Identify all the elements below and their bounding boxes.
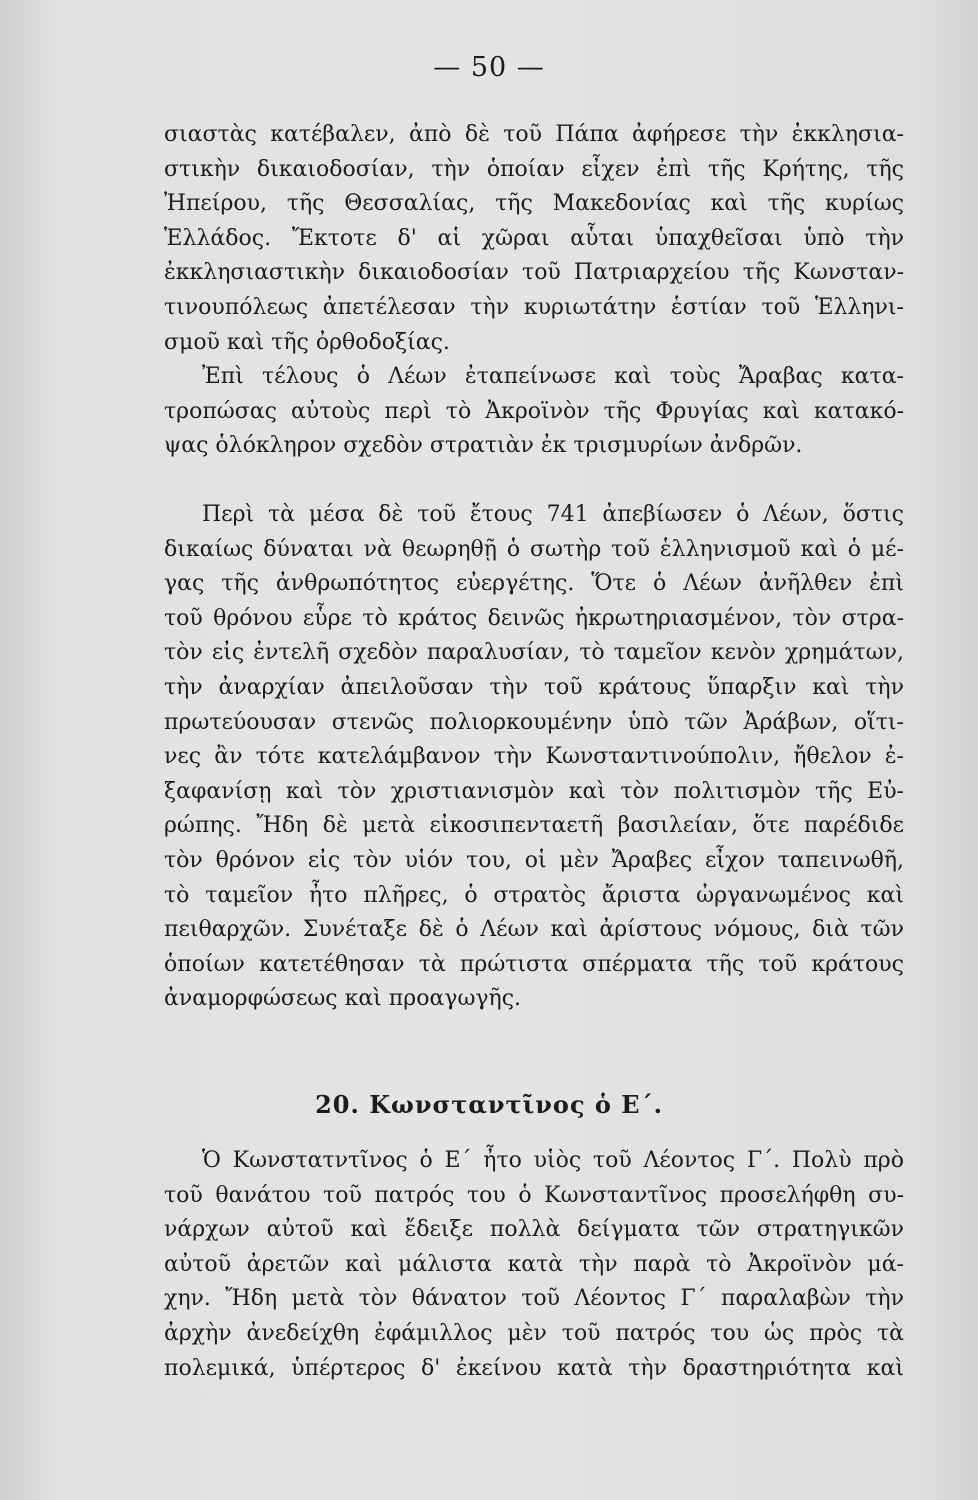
text-line: στικὴν δικαιοδοσίαν, τὴν ὁποίαν εἶχεν ἐπὶ τῆς Κρήτης, τῆς [164,156,904,182]
text-line: Ἠπείρου, τῆς Θεσσαλίας, τῆς Μακεδονίας καὶ τῆς κυρίως [164,191,904,217]
text-line: ἐκκλησιαστικὴν δικαιοδοσίαν τοῦ Πατριαρχείου τῆς Κωνσταν- [164,260,904,286]
text-line: τοῦ θρόνου εὗρε τὸ κράτος δεινῶς ἠκρωτηριασμένον, τὸν στρα- [164,605,904,631]
text-line: ὁποίων κατετέθησαν τὰ πρώτιστα σπέρματα τῆς τοῦ κράτους [164,951,904,977]
text-line: αὐτοῦ ἀρετῶν καὶ μάλιστα κατὰ τὴν παρὰ τὸ Ἀκροϊνὸν μά- [164,1251,904,1277]
paragraph-4 [164,1144,904,1386]
text-line: τὸν θρόνον εἰς τὸν υἱόν του, οἱ μὲν Ἄραβες εἶχον ταπεινωθῆ, [164,847,904,873]
text-line: Ὁ Κωνστατντῖνος ὁ Ε΄ ἦτο υἱὸς τοῦ Λέοντος Γ΄. Πολὺ πρὸ [202,1148,904,1173]
text-line: χην. Ἤδη μετὰ τὸν θάνατον τοῦ Λέοντος Γ΄ παραλαβὼν τὴν [164,1286,904,1312]
paragraph-3 [164,498,904,1017]
text-line: πρωτεύουσαν στενῶς πολιορκουμένην ὑπὸ τῶν Ἀράβων, οἵτι- [164,709,904,735]
text-line: Ἐπὶ τέλους ὁ Λέων ἐταπείνωσε καὶ τοὺς Ἄραβας κατα- [202,364,904,389]
text-line: Ἑλλάδος. Ἔκτοτε δ' αἱ χῶραι αὗται ὑπαχθεῖσαι ὑπὸ τὴν [164,225,904,251]
text-line: Περὶ τὰ μέσα δὲ τοῦ ἔτους 741 ἀπεβίωσεν ὁ Λέων, ὅστις [202,502,904,527]
text-line: νες ἂν τότε κατελάμβανον τὴν Κωνσταντινούπολιν, ἤθελον ἐ- [164,744,904,770]
text-line: ἀρχὴν ἀνεδείχθη ἐφάμιλλος μὲν τοῦ πατρός του ὡς πρὸς τὰ [164,1320,904,1346]
text-line: τὸ ταμεῖον ἦτο πλῆρες, ὁ στρατὸς ἄριστα ὠργανωμένος καὶ [164,882,904,908]
text-line: πολεμικά, ὑπέρτερος δ' ἐκείνου κατὰ τὴν δραστηριότητα καὶ [164,1355,904,1381]
paragraph-1 [164,118,904,360]
text-line: δικαίως δύναται νὰ θεωρηθῇ ὁ σωτὴρ τοῦ ἑλληνισμοῦ καὶ ὁ μέ- [164,536,904,562]
page-number: — 50 — [433,52,545,83]
text-line: σμοῦ καὶ τῆς ὀρθοδοξίας. [164,329,450,355]
text-line: ἀναμορφώσεως καὶ προαγωγῆς. [164,986,522,1012]
text-line: τινουπόλεως ἀπετέλεσαν τὴν κυριωτάτην ἑστίαν τοῦ Ἑλληνι- [164,294,904,320]
text-line: πειθαρχῶν. Συνέταξε δὲ ὁ Λέων καὶ ἀρίστους νόμους, διὰ τῶν [164,917,904,943]
text-line: τὸν εἰς ἐντελῆ σχεδὸν παραλυσίαν, τὸ ταμεῖον κενὸν χρημάτων, [164,640,904,666]
text-line: τοῦ θανάτου τοῦ πατρός του ὁ Κωνσταντῖνος προσελήφθη συ- [164,1182,904,1208]
text-line: τροπώσας αὐτοὺς περὶ τὸ Ἀκροϊνὸν τῆς Φρυγίας καὶ κατακό- [164,398,904,424]
text-line: ρώπης. Ἤδη δὲ μετὰ εἰκοσιπενταετῆ βασιλείαν, ὅτε παρέδιδε [164,813,904,839]
text-line: σιαστὰς κατέβαλεν, ἀπὸ δὲ τοῦ Πάπα ἀφήρεσε τὴν ἐκκλησια- [164,122,904,147]
text-line: ψας ὁλόκληρον σχεδὸν στρατιὰν ἐκ τρισμυρίων ἀνδρῶν. [164,433,803,459]
text-line: νάρχων αὐτοῦ καὶ ἔδειξε πολλὰ δείγματα τῶν στρατηγικῶν [164,1217,904,1243]
text-line: γας τῆς ἀνθρωπότητος εὐεργέτης. Ὅτε ὁ Λέων ἀνῆλθεν ἐπὶ [164,571,904,597]
paragraph-2 [164,360,904,464]
text-line: ξαφανίσῃ καὶ τὸν χριστιανισμὸν καὶ τὸν πολιτισμὸν τῆς Εὐ- [164,778,904,804]
section-heading: 20. Κωνσταντῖνος ὁ Ε΄. [315,1090,663,1119]
text-line: τὴν ἀναρχίαν ἀπειλοῦσαν τὴν τοῦ κράτους ὕπαρξιν καὶ τὴν [164,674,904,700]
